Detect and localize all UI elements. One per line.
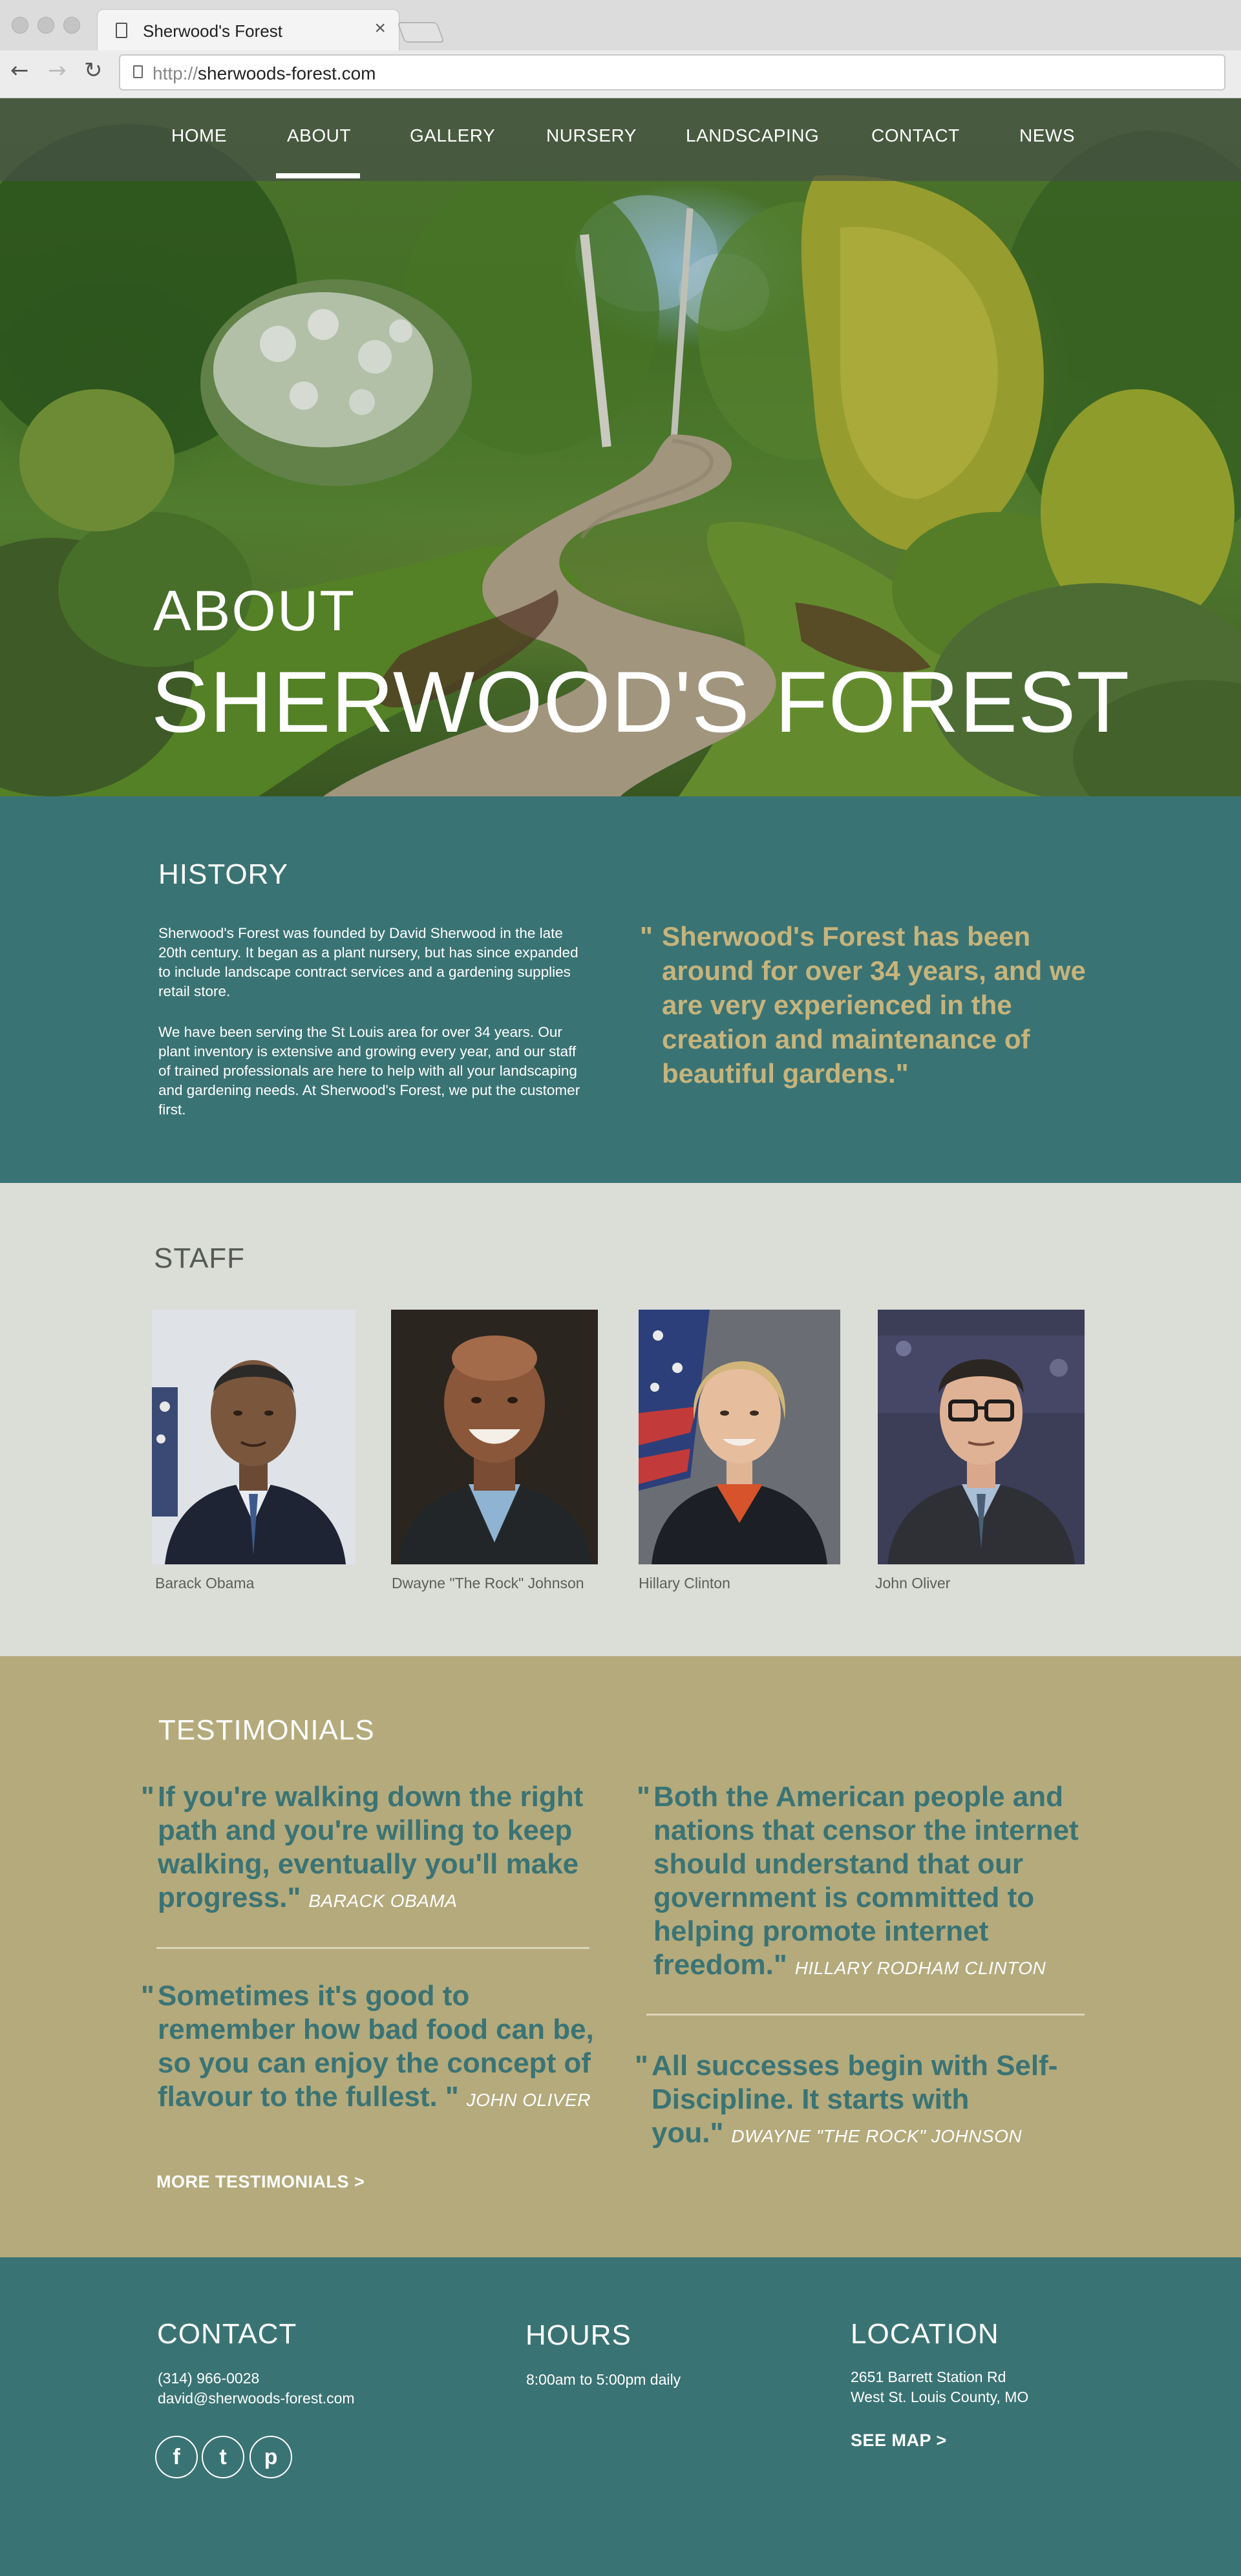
- portrait-image: [878, 1310, 1085, 1564]
- staff-photo[interactable]: [639, 1310, 840, 1564]
- testimonial-text: All successes begin with Self-Discipline. It starts with you.": [652, 2050, 1058, 2149]
- testimonial-text: Both the American people and nations that censor the internet should understand that our government is committed to helping promote internet freedom.": [653, 1781, 1079, 1981]
- history-quote: [640, 919, 1105, 1091]
- testimonials-section: [0, 1656, 1241, 2257]
- history-section: [0, 796, 1241, 1183]
- nav-nursery[interactable]: NURSERY: [546, 125, 637, 145]
- divider: [156, 1947, 589, 1949]
- history-paragraph: Sherwood's Forest was founded by David Sherwood in the late 20th century. It began as a plant nursery, but has since expanded to include landscape contract services and a gardening supplies retail store.: [158, 925, 578, 999]
- nav-home[interactable]: HOME: [171, 125, 227, 145]
- browser-tab[interactable]: [97, 9, 399, 50]
- portrait-image: [391, 1310, 598, 1564]
- active-nav-indicator: [276, 173, 360, 178]
- testimonial-author: HILLARY RODHAM CLINTON: [794, 1958, 1046, 1978]
- testimonials-heading: TESTIMONIALS: [158, 1714, 375, 1746]
- testimonial-author: JOHN OLIVER: [466, 2090, 591, 2110]
- testimonial-text: If you're walking down the right path and you're willing to keep walking, eventually you'll make progress.": [158, 1781, 584, 1913]
- quote-mark: ": [141, 1781, 154, 1813]
- contact-heading: CONTACT: [157, 2318, 297, 2350]
- twitter-icon[interactable]: t: [202, 2436, 244, 2478]
- nav-news[interactable]: NEWS: [1019, 125, 1075, 145]
- hero-banner: [0, 98, 1241, 796]
- browser-chrome: [0, 0, 1241, 98]
- staff-heading: STAFF: [154, 1242, 246, 1274]
- quote-mark: ": [635, 2050, 648, 2081]
- staff-photo[interactable]: [152, 1310, 355, 1564]
- hours-text: 8:00am to 5:00pm daily: [526, 2371, 681, 2388]
- staff-photo[interactable]: [878, 1310, 1085, 1564]
- staff-name: Hillary Clinton: [639, 1575, 730, 1591]
- facebook-icon[interactable]: f: [155, 2436, 198, 2478]
- new-tab-button[interactable]: [397, 22, 445, 43]
- testimonial-author: DWAYNE "THE ROCK" JOHNSON: [731, 2126, 1023, 2146]
- tab-strip: [0, 0, 1241, 50]
- staff-section: [0, 1183, 1241, 1656]
- address-bar[interactable]: [119, 54, 1225, 90]
- portrait-image: [639, 1310, 840, 1564]
- window-minimize-button[interactable]: [37, 17, 54, 34]
- staff-photo[interactable]: [391, 1310, 598, 1564]
- staff-name: John Oliver: [875, 1575, 951, 1591]
- forward-icon[interactable]: →: [48, 58, 67, 83]
- hours-heading: HOURS: [525, 2319, 631, 2351]
- hero-subtitle: ABOUT: [153, 579, 356, 643]
- hero-title: SHERWOOD'S FOREST: [151, 654, 1130, 750]
- history-paragraph: We have been serving the St Louis area for over 34 years. Our plant inventory is extensive and growing every year, and our staff of trained professionals are here to help with all your landscaping and gardening needs. At Sherwood's Forest, we put the customer first.: [158, 1024, 580, 1118]
- history-heading: HISTORY: [158, 858, 288, 890]
- location-heading: LOCATION: [851, 2318, 999, 2350]
- tab-close-icon[interactable]: ×: [374, 17, 386, 39]
- page-icon: [133, 65, 143, 78]
- pinterest-icon[interactable]: p: [249, 2436, 292, 2478]
- nav-landscaping[interactable]: LANDSCAPING: [686, 125, 820, 145]
- footer: [0, 2257, 1241, 2576]
- back-icon[interactable]: ←: [10, 58, 29, 83]
- quote-mark: ": [640, 921, 653, 952]
- nav-gallery[interactable]: GALLERY: [410, 125, 496, 145]
- testimonial: [637, 1780, 1089, 1985]
- more-testimonials-link[interactable]: MORE TESTIMONIALS >: [156, 2172, 365, 2191]
- testimonial: [141, 1979, 606, 2117]
- address-line-2: West St. Louis County, MO: [851, 2389, 1029, 2405]
- url-text[interactable]: http://sherwoods-forest.com: [153, 63, 376, 83]
- quote-mark: ": [637, 1781, 650, 1813]
- see-map-link[interactable]: SEE MAP >: [851, 2431, 947, 2450]
- testimonial-text: Sometimes it's good to remember how bad food can be, so you can enjoy the concept of flavour to the fullest. ": [158, 1980, 594, 2113]
- portrait-image: [152, 1310, 355, 1564]
- quote-mark: ": [141, 1980, 154, 2012]
- reload-icon[interactable]: ↻: [84, 58, 103, 83]
- testimonial-author: BARACK OBAMA: [308, 1891, 458, 1911]
- contact-email[interactable]: david@sherwoods-forest.com: [158, 2390, 355, 2407]
- staff-name: Barack Obama: [155, 1575, 255, 1591]
- document-icon: [116, 23, 127, 38]
- staff-name: Dwayne "The Rock" Johnson: [392, 1575, 584, 1591]
- nav-contact[interactable]: CONTACT: [871, 125, 960, 145]
- window-close-button[interactable]: [12, 17, 28, 34]
- window-zoom-button[interactable]: [63, 17, 80, 34]
- history-quote-text: Sherwood's Forest has been around for over 34 years, and we are very experienced in the creation and maintenance of beautiful gardens.": [662, 921, 1086, 1089]
- testimonial: [141, 1780, 606, 1918]
- nav-about[interactable]: ABOUT: [287, 125, 351, 145]
- contact-phone[interactable]: (314) 966-0028: [158, 2370, 260, 2387]
- address-line-1: 2651 Barrett Station Rd: [851, 2368, 1006, 2385]
- tab-title: Sherwood's Forest: [143, 21, 282, 41]
- main-nav: [0, 98, 1241, 181]
- divider: [646, 2014, 1085, 2016]
- testimonial: [635, 2049, 1087, 2153]
